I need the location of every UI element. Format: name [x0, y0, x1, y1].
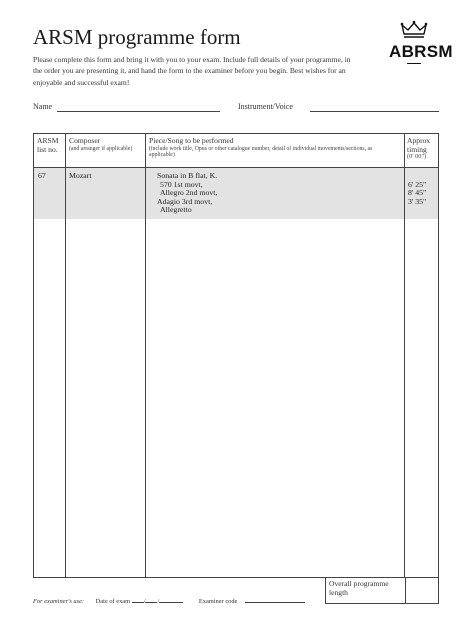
header-timing-note: (0' 00") [407, 153, 427, 161]
header-composer-note: (and arranger if applicable) [69, 145, 133, 152]
name-label: Name [33, 102, 53, 111]
header-timing-label: Approx timing [407, 136, 431, 154]
row-piece [157, 172, 217, 215]
examiner-code-field[interactable] [245, 595, 305, 603]
piece-line: Allegro 2nd movt, [160, 188, 218, 198]
instrument-field[interactable] [310, 111, 439, 112]
header-piece [149, 137, 397, 159]
date-label: Date of exam [95, 598, 131, 605]
column-divider [404, 134, 405, 577]
header-divider [34, 167, 438, 168]
row-composer: Mozart [69, 171, 92, 180]
header-composer [69, 137, 141, 152]
examiners-use-label: For examiner's use: [33, 598, 85, 605]
examiners-footer [33, 595, 305, 605]
name-field[interactable] [57, 111, 220, 112]
crown-icon [400, 20, 428, 40]
abrsm-logo [383, 20, 453, 70]
instrument-label: Instrument/Voice [238, 102, 293, 111]
programme-table [33, 133, 439, 578]
examiner-code-label: Examiner code [198, 598, 238, 605]
header-list-no: ARSM list no. [37, 136, 59, 154]
overall-length-label: Overall programme length [329, 579, 389, 597]
date-month-field[interactable] [145, 595, 160, 605]
timing-value: 3' 35" [408, 196, 427, 206]
piece-line: Adagio 3rd movt, [157, 196, 213, 206]
header-piece-label: Piece/Song to be performed [149, 136, 234, 145]
column-divider [145, 134, 146, 577]
date-separator: / [143, 598, 146, 605]
column-divider [65, 134, 66, 577]
timing-value: 6' 25" [408, 179, 427, 189]
row-list-no: 67 [38, 171, 46, 180]
date-day-field[interactable] [132, 595, 144, 603]
piece-line: 570 1st movt, [160, 179, 203, 189]
overall-length-divider [405, 578, 406, 603]
row-timings [408, 181, 426, 207]
piece-line: Allegretto [160, 205, 192, 215]
header-piece-note: (include work title, Opus or other catalogue number, detail of individual movements/sections, as applicable) [149, 145, 373, 159]
piece-line: Sonata in B flat, K. [157, 171, 218, 180]
header-composer-label: Composer [69, 136, 101, 145]
overall-length-box [325, 578, 439, 604]
logo-underline [407, 63, 421, 64]
table-row-shading [34, 168, 438, 219]
date-year-field[interactable] [159, 595, 183, 603]
date-separator: / [157, 598, 160, 605]
header-timing [407, 137, 437, 161]
page-title: ARSM programme form [33, 25, 241, 49]
timing-value: 8' 45" [408, 188, 427, 198]
logo-text: ABRSM [389, 42, 453, 61]
intro-text: Please complete this form and bring it with you to your exam. Include full details of your programme, in the order you are presenting it, and hand the form to the examiner before you begin. Best wishes for an enjoyable and successful exam! [33, 55, 351, 87]
